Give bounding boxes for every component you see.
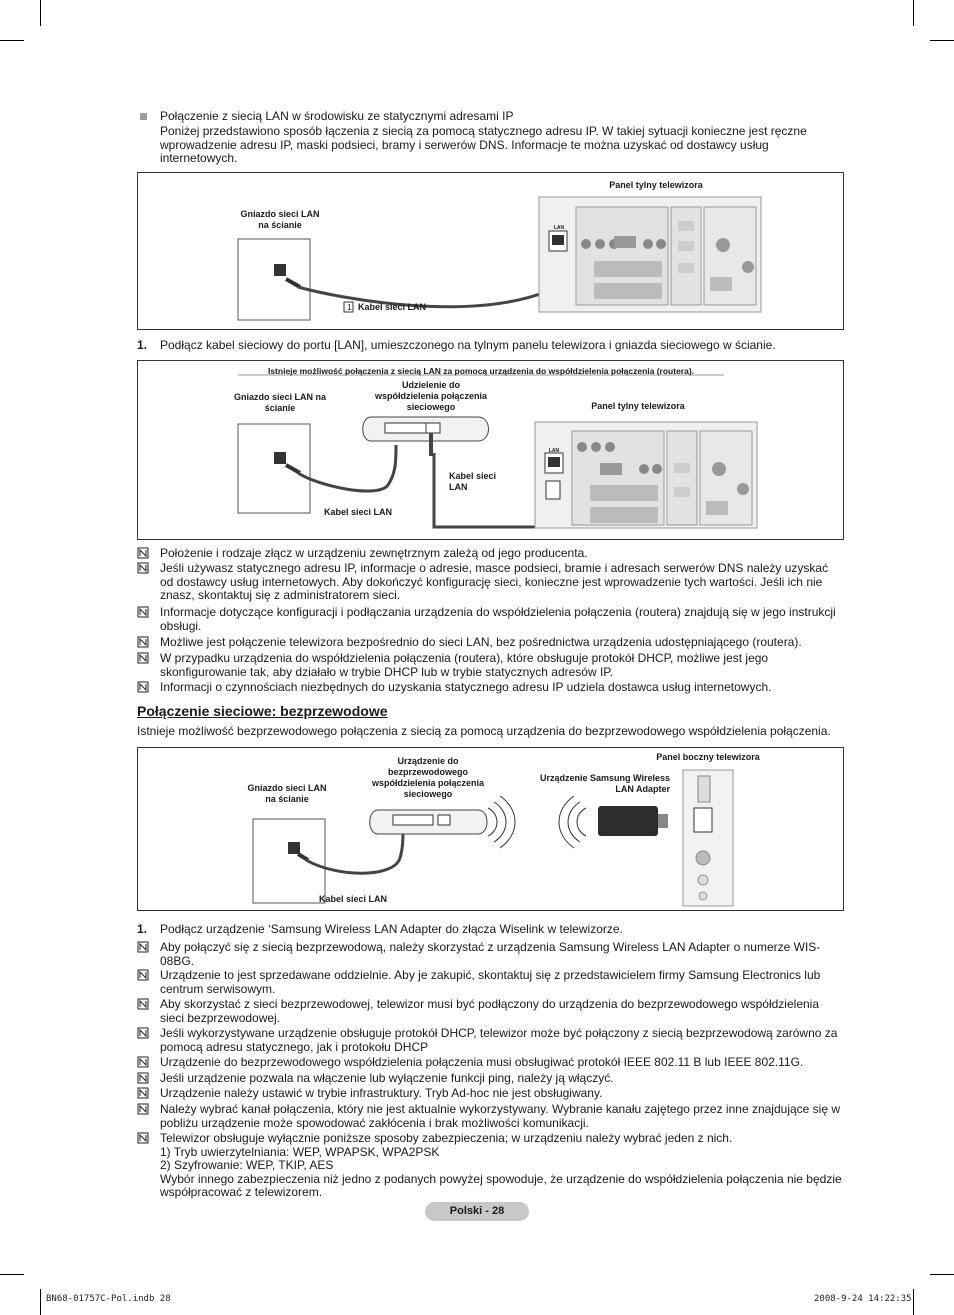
note-item: Urządzenie należy ustawić w trybie infrastruktury. Tryb Ad-hoc nie jest obsługiwany. (137, 1087, 843, 1101)
note-icon (137, 1072, 149, 1084)
security-warning: Wybór innego zabezpieczenia niż jedno z podanych powyżej spowoduje, że urządzenie do współdzielenia połączenia nie będzie współpracować z telewizorem. (160, 1171, 842, 1199)
crop-mark (0, 40, 24, 41)
step-direct (137, 339, 843, 353)
note-icon (137, 547, 149, 559)
note-icon (137, 1027, 149, 1039)
note-icon (137, 941, 149, 953)
note-icon (137, 1103, 149, 1115)
footer-file: BN68-01757C-Pol.indb 28 (46, 1294, 171, 1304)
security-encryption: 2) Szyfrowanie: WEP, TKIP, AES (160, 1158, 334, 1172)
section-heading: Połączenie z siecią LAN w środowisku ze statycznymi adresami IP (160, 109, 514, 123)
cable-label: Kabel sieci LAN (318, 894, 388, 904)
wireless-intro: Istnieje możliwość bezprzewodowego połączenia z siecią za pomocą urządzenia do bezprzewodowego współdzielenia połączenia. (137, 724, 831, 738)
tv-panel-label: Panel tylny telewizora (591, 401, 685, 411)
bullet-square-icon (140, 113, 147, 120)
section-text: Poniżej przedstawiono sposób łączenia z siecią za pomocą statycznego adresu IP. W takiej sytuacji konieczne jest ręczne wprowadzenie adresu IP, maski podsieci, bramy i serwerów DNS. Informacje te można uzyskać od dostawcy usług internetowych. (160, 124, 807, 165)
crop-mark (913, 0, 914, 26)
note-item: Informacji o czynnościach niezbędnych do uzyskania statycznego adresu IP udziela dostawca usług internetowych. (137, 681, 843, 695)
crop-mark (40, 1289, 41, 1315)
router-label: Urządzenie do bezprzewodowego współdzielenia połączenia sieciowego (371, 756, 485, 799)
page-number: Polski - 28 (425, 1202, 529, 1221)
note-item: Jeśli urządzenie pozwala na włączenie lub wyłączenie funkcji ping, należy ją włączyć. (137, 1072, 843, 1086)
footer-date: 2008-9-24 14:22:35 (814, 1294, 912, 1304)
note-item: Jeśli wykorzystywane urządzenie obsługuje protokół DHCP, telewizor może być połączony z siecią bezprzewodową zarówno za pomocą adresu statycznego, jak i protokołu DHCP (137, 1027, 843, 1054)
note-item: Aby połączyć się z siecią bezprzewodową, należy skorzystać z urządzenia Samsung Wireless LAN Adapter o numerze WIS-08BG. (137, 941, 843, 968)
note-item (137, 1132, 843, 1200)
step-number: 1. (137, 922, 148, 936)
router-label: Udzielenie do współdzielenia połączenia sieciowego (374, 380, 488, 412)
diagram-router-lan-art (138, 361, 843, 539)
cable-label: Kabel sieci LAN (358, 302, 427, 312)
security-auth: 1) Tryb uwierzytelniania: WEP, WPAPSK, WPA2PSK (160, 1144, 440, 1159)
cable-number: 1 (347, 303, 352, 312)
note-item: Należy wybrać kanał połączenia, który nie jest aktualnie wykorzystywany. Wybranie kanału zajętego przez inne znajdujące się w pobliżu urządzenie może spowodować zakłócenia i brak możliwości komunikacji. (137, 1103, 843, 1130)
note-item: Możliwe jest połączenie telewizora bezpośrednio do sieci LAN, bez pośrednictwa urządzenia udostępniającego (routera). (137, 636, 843, 650)
note-item: Aby skorzystać z sieci bezprzewodowej, telewizor musi być podłączony do urządzenia do bezprzewodowego współdzielenia sieci bezprzewodowej. (137, 998, 843, 1025)
tv-panel-label: Panel boczny telewizora (656, 752, 760, 762)
crop-mark (913, 1289, 914, 1315)
lan-port-label: LAN (553, 225, 565, 231)
note-item: Położenie i rodzaje złącz w urządzeniu zewnętrznym zależą od jego producenta. (137, 547, 843, 561)
wall-socket-label: Gniazdo sieci LAN na ścianie (240, 209, 320, 230)
note-icon (137, 636, 149, 648)
wall-socket-label: Gniazdo sieci LAN na ścianie (233, 392, 327, 413)
lan-port-label: LAN (548, 448, 560, 454)
crop-mark (40, 0, 41, 26)
adapter-label: Urządzenie Samsung Wireless LAN Adapter (540, 773, 670, 794)
wireless-heading: Połączenie sieciowe: bezprzewodowe (137, 703, 388, 719)
cable-label-right: Kabel sieci LAN (449, 471, 497, 492)
note-icon (137, 652, 149, 664)
note-item: Jeśli używasz statycznego adresu IP, informacje o adresie, masce podsieci, bramie i adresach serwerów DNS należy uzyskać od dostawcy usług internetowych. Aby dokończyć konfigurację sieci, konieczne jest wprowadzenie tych wartości. Jeśli ich nie znasz, skontaktuj się z administratorem sieci. (137, 562, 843, 603)
diagram-router-lan (137, 360, 844, 540)
note-icon (137, 1056, 149, 1068)
wall-socket-label: Gniazdo sieci LAN na ścianie (247, 783, 327, 804)
note-item: Informacje dotyczące konfiguracji i podłączania urządzenia do współdzielenia połączenia (routera) znajdują się w jego instrukcji obsługi. (137, 606, 843, 633)
note-icon (137, 562, 149, 574)
crop-mark (930, 40, 954, 41)
step-text: Podłącz kabel sieciowy do portu [LAN], umieszczonego na tylnym panelu telewizora i gniazda sieciowego w ścianie. (160, 338, 776, 352)
note-icon (137, 681, 149, 693)
crop-mark (930, 1274, 954, 1275)
note-icon (137, 1087, 149, 1099)
note-icon (137, 1132, 149, 1144)
diagram-title: Istnieje możliwość połączenia z siecią LAN za pomocą urządzenia do współdzielenia połączenia (routera). (267, 366, 695, 376)
diagram-wireless (137, 747, 844, 911)
diagram-direct-lan-art (138, 173, 843, 329)
note-icon (137, 998, 149, 1010)
note-item: W przypadku urządzenia do współdzielenia połączenia (routera), które obsługuje protokół DHCP, możliwe jest jego skonfigurowanie tak, aby działało w trybie DHCP lub w trybie statycznych adresów IP. (137, 652, 843, 679)
step-text: Podłącz urządzenie ‘Samsung Wireless LAN Adapter do złącza Wiselink w telewizorze. (160, 922, 623, 936)
crop-mark (0, 1274, 24, 1275)
tv-panel-label: Panel tylny telewizora (609, 180, 703, 190)
diagram-wireless-art (138, 748, 843, 910)
cable-label-bottom: Kabel sieci LAN (323, 507, 393, 517)
note-icon (137, 969, 149, 981)
diagram-direct-lan (137, 172, 844, 330)
security-intro: Telewizor obsługuje wyłącznie poniższe sposoby zabezpieczenia; w urządzeniu należy wybrać jeden z nich. (160, 1131, 733, 1145)
note-icon (137, 606, 149, 618)
step-number: 1. (137, 338, 148, 352)
note-item: Urządzenie to jest sprzedawane oddzielnie. Aby je zakupić, skontaktuj się z przedstawicielem firmy Samsung Electronics lub centrum serwisowym. (137, 969, 843, 996)
step-wireless (137, 923, 843, 937)
note-item: Urządzenie do bezprzewodowego współdzielenia połączenia musi obsługiwać protokół IEEE 802.11 B lub IEEE 802.11G. (137, 1056, 843, 1070)
